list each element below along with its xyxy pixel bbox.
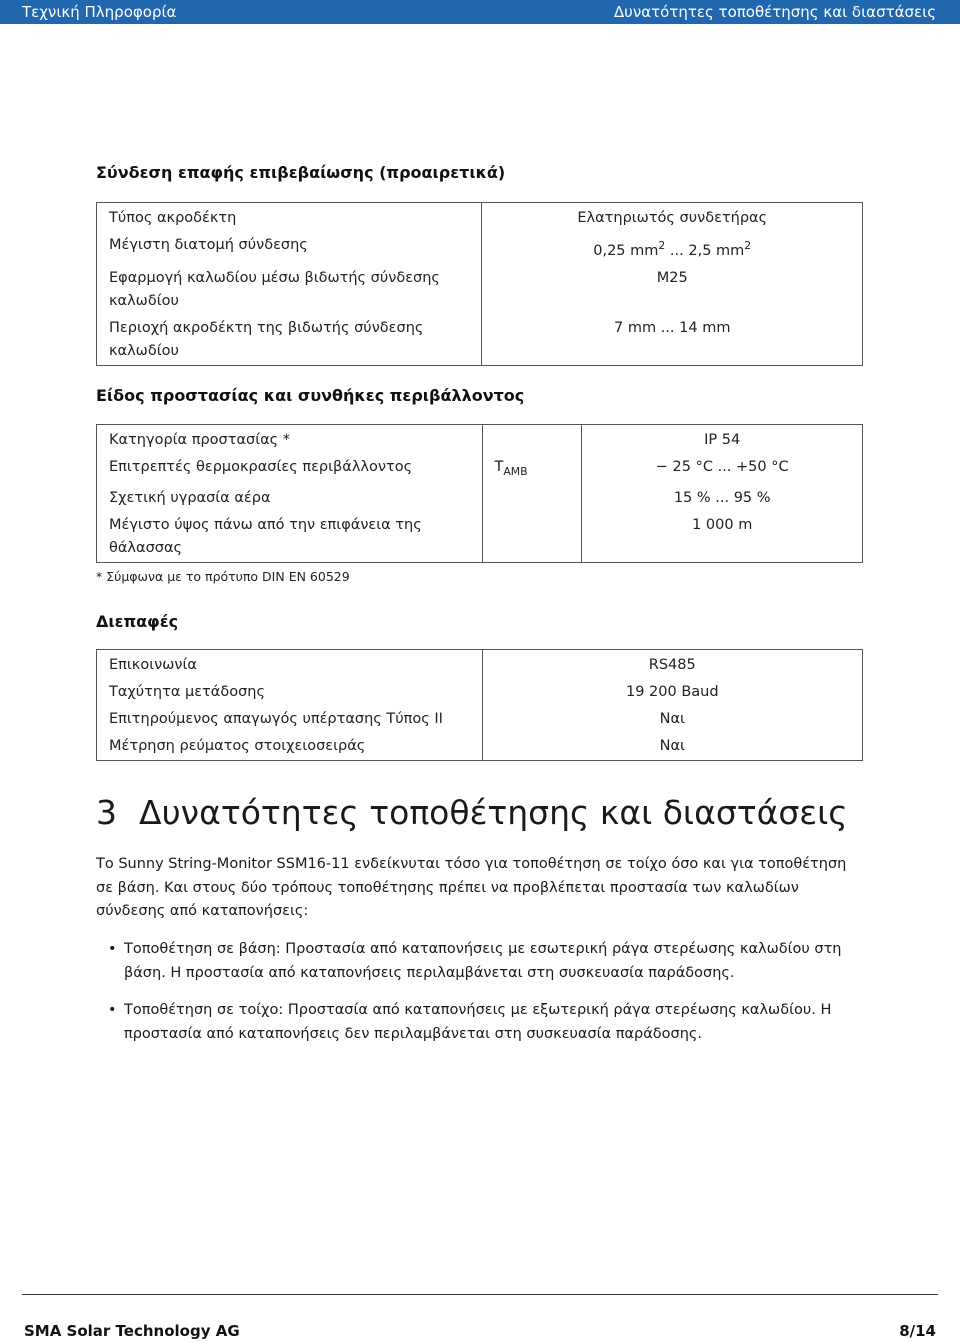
footnote: * Σύμφωνα με το πρότυπο DIN EN 60529	[96, 569, 350, 584]
table-row	[97, 454, 863, 485]
header-chapter-title: Δυνατότητες τοποθέτησης και διαστάσεις	[613, 3, 936, 21]
section-title-protection: Είδος προστασίας και συνθήκες περιβάλλοντος	[96, 386, 525, 405]
row-value: − 25 °C ... +50 °C	[582, 454, 863, 485]
table-row	[97, 232, 863, 265]
row-label: Μέγιστο ύψος πάνω από την επιφάνεια της θάλασσας	[97, 512, 483, 563]
table-row	[97, 425, 863, 455]
chapter-heading	[96, 793, 848, 832]
table-row	[97, 315, 863, 366]
table-protection	[96, 424, 863, 563]
row-value: RS485	[482, 650, 862, 680]
row-label: Επιτηρούμενος απαγωγός υπέρτασης Τύπος II	[97, 706, 483, 733]
table-row	[97, 650, 863, 680]
page-header	[0, 0, 960, 24]
table-row	[97, 265, 863, 315]
table-interfaces	[96, 649, 863, 761]
footer-divider	[22, 1294, 938, 1295]
row-label: Ταχύτητα μετάδοσης	[97, 679, 483, 706]
row-label: Μέγιστη διατομή σύνδεσης	[97, 232, 482, 265]
row-label: Κατηγορία προστασίας *	[97, 425, 483, 455]
row-label: Σχετική υγρασία αέρα	[97, 485, 483, 512]
table-row	[97, 679, 863, 706]
row-symbol	[482, 425, 582, 455]
value-min: 0,25 mm	[593, 242, 659, 259]
section-title-interfaces: Διεπαφές	[96, 612, 179, 631]
row-symbol	[482, 454, 582, 485]
table-row	[97, 203, 863, 233]
page-number: 8/14	[899, 1322, 936, 1340]
table-confirmation-contact	[96, 202, 863, 366]
row-label: Επιτρεπτές θερμοκρασίες περιβάλλοντος	[97, 454, 483, 485]
list-item: • Τοποθέτηση σε βάση: Προστασία από καταπονήσεις με εσωτερική ράγα στερέωσης καλωδίου στη βάση. Η προστασία από καταπονήσεις περιλαμβάνεται στη συσκευασία παράδοσης.	[96, 938, 866, 985]
symbol-t: T	[494, 459, 504, 475]
footer-company: SMA Solar Technology AG	[24, 1322, 240, 1340]
section-title-confirmation-contact: Σύνδεση επαφής επιβεβαίωσης (προαιρετικά)	[96, 163, 506, 182]
list-item: • Τοποθέτηση σε τοίχο: Προστασία από καταπονήσεις με εξωτερική ράγα στερέωσης καλωδίου. Η προστασία από καταπονήσεις δεν περιλαμβάνεται στη συσκευασία παράδοσης.	[96, 999, 866, 1046]
row-symbol	[482, 485, 582, 512]
row-label: Επικοινωνία	[97, 650, 483, 680]
row-value: Ναι	[482, 733, 862, 761]
row-value: Ελατηριωτός συνδετήρας	[482, 203, 863, 233]
table-row	[97, 485, 863, 512]
header-doc-type: Τεχνική Πληροφορία	[22, 3, 177, 21]
row-value: Ναι	[482, 706, 862, 733]
row-label: Εφαρμογή καλωδίου μέσω βιδωτής σύνδεσης καλωδίου	[97, 265, 482, 315]
chapter-title: Δυνατότητες τοποθέτησης και διαστάσεις	[139, 793, 848, 832]
row-value	[482, 232, 863, 265]
mounting-options-list	[96, 938, 866, 1060]
row-label: Μέτρηση ρεύματος στοιχειοσειράς	[97, 733, 483, 761]
row-value: 1 000 m	[582, 512, 863, 563]
chapter-paragraph: Το Sunny String-Monitor SSM16-11 ενδείκνυται τόσο για τοποθέτηση σε τοίχο όσο και για τοποθέτηση σε βάση. Και στους δύο τρόπους τοποθέτησης πρέπει να προβλέπεται προστασία των καλωδίων σύνδεσης από καταπονήσεις:	[96, 856, 847, 919]
chapter-number: 3	[96, 793, 117, 832]
row-value: 15 % ... 95 %	[582, 485, 863, 512]
row-value: IP 54	[582, 425, 863, 455]
unit-exponent: 2	[744, 239, 752, 252]
value-max: ... 2,5 mm	[665, 242, 745, 259]
row-label: Περιοχή ακροδέκτη της βιδωτής σύνδεσης καλωδίου	[97, 315, 482, 366]
row-label: Τύπος ακροδέκτη	[97, 203, 482, 233]
table-row	[97, 706, 863, 733]
symbol-subscript: AMB	[503, 464, 528, 478]
table-row	[97, 733, 863, 761]
row-value: 19 200 Baud	[482, 679, 862, 706]
row-symbol	[482, 512, 582, 563]
unit-exponent: 2	[658, 239, 666, 252]
row-value: 7 mm ... 14 mm	[482, 315, 863, 366]
table-row	[97, 512, 863, 563]
row-value: M25	[482, 265, 863, 315]
